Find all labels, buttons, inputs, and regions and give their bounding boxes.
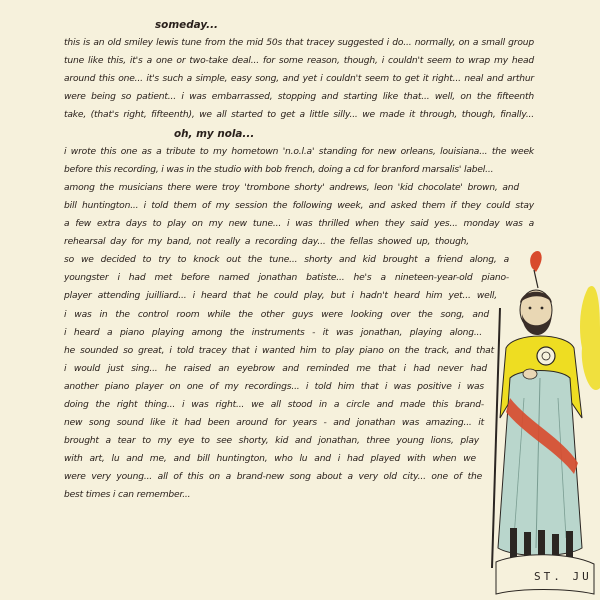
heading-oh-my-nola: oh, my nola... bbox=[174, 127, 255, 140]
paragraph-line: best times i can remember... bbox=[64, 490, 191, 501]
paragraph-line: i would just sing... he raised an eyebrow and reminded me that i had never had bbox=[64, 363, 487, 374]
illustration-caption: ST. JU bbox=[534, 570, 592, 583]
paragraph-line: youngster i had met before named jonathan batiste... he's a nineteen-year-old piano- bbox=[64, 273, 509, 284]
paragraph-line: he sounded so great, i told tracey that i wanted him to play piano on the track, and that bbox=[64, 345, 494, 356]
paragraph-line: so we decided to try to knock out the tune... shorty and kid brought a friend along, a bbox=[64, 255, 509, 266]
paragraph-line: among the musicians there were troy 'trombone shorty' andrews, leon 'kid chocolate' brown, and bbox=[64, 182, 519, 193]
heading-someday: someday... bbox=[155, 19, 218, 31]
paragraph-line: this is an old smiley lewis tune from the mid 50s that tracey suggested i do... normally, on a small group bbox=[64, 38, 534, 49]
paragraph-line: before this recording, i was in the studio with bob french, doing a cd for branford marsalis' label... bbox=[64, 164, 494, 175]
paragraph-line: were very young... all of this on a brand-new song about a very old city... one of the bbox=[64, 472, 482, 483]
paragraph-line: rehearsal day for my band, not really a recording day... the fellas showed up, though, bbox=[64, 237, 469, 248]
paragraph-line: i was in the control room while the other guys were looking over the song, and bbox=[64, 309, 489, 320]
paragraph-line: brought a tear to my eye to see shorty, kid and jonathan, three young lions, play bbox=[64, 436, 479, 447]
paragraph-line: with art, lu and me, and bill huntington, who lu and i had played with when we bbox=[64, 454, 476, 465]
paragraph-line: take, (that's right, fifteenth), we all started to get a little silly... we made it through, though, finally... bbox=[64, 110, 534, 121]
saint-figure-drawing bbox=[470, 248, 600, 600]
paragraph-line: i heard a piano playing among the instruments - it was jonathan, playing along... bbox=[64, 327, 482, 338]
paragraph-line: doing the right thing... i was right... we all stood in a circle and made this brand- bbox=[64, 399, 484, 410]
paragraph-line: another piano player on one of my recordings... i told him that i was positive i was bbox=[64, 381, 484, 392]
paragraph-line: were being so patient... i was embarrassed, stopping and starting like that... well, on the fifteenth bbox=[64, 92, 534, 103]
paragraph-line: new song sound like it had been around for years - and jonathan was amazing... it bbox=[64, 418, 484, 429]
liner-notes-text bbox=[64, 16, 534, 505]
paragraph-line: tune like this, it's a one or two-take deal... for some reason, though, i couldn't seem to wrap my head bbox=[64, 56, 534, 67]
paragraph-line: bill huntington... i told them of my session the following week, and asked them if they could stay bbox=[64, 200, 534, 211]
paragraph-line: player attending juilliard... i heard that he could play, but i hadn't heard him yet... well, bbox=[64, 291, 497, 302]
paragraph-line: i wrote this one as a tribute to my hometown 'n.o.l.a' standing for new orleans, louisiana... the week bbox=[64, 146, 534, 157]
paragraph-line: around this one... it's such a simple, easy song, and yet i couldn't seem to get it right... neal and arthur bbox=[64, 74, 534, 85]
saint-jude-illustration bbox=[470, 248, 600, 600]
paragraph-line: a few extra days to play on my new tune... i was thrilled when they said yes... monday was a bbox=[64, 219, 534, 230]
